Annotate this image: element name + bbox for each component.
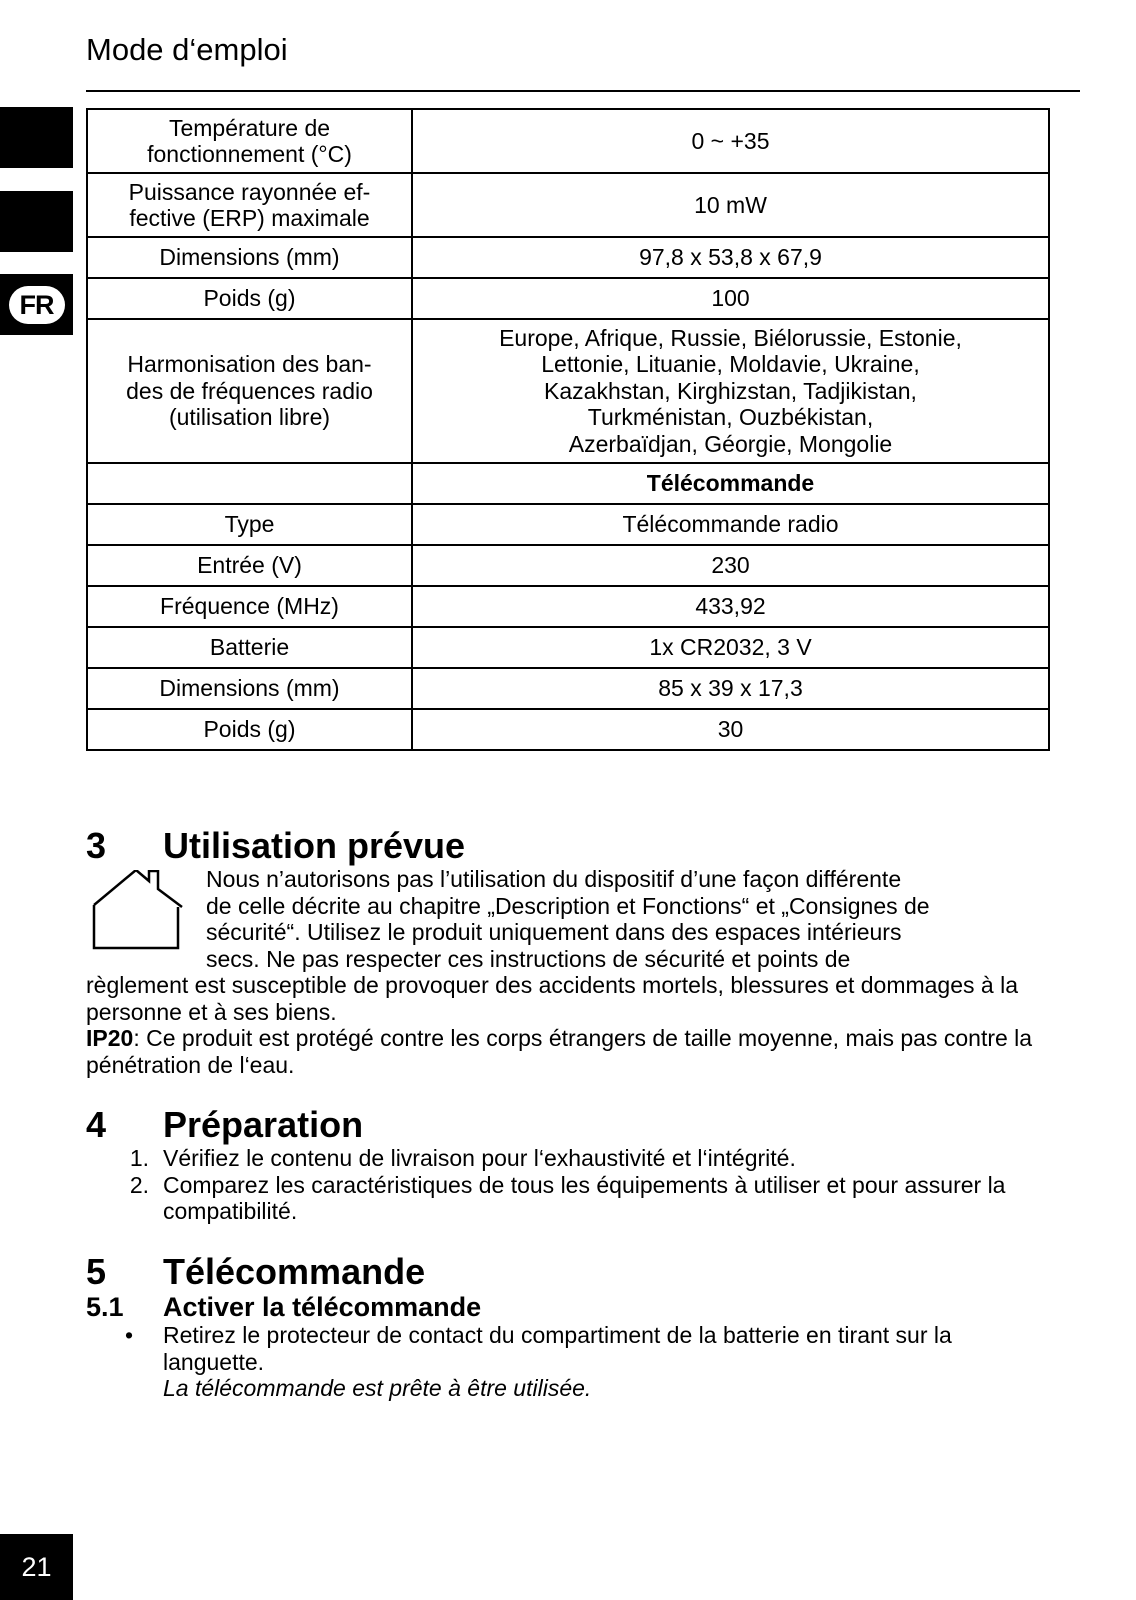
section-utilisation-prevue bbox=[86, 826, 1056, 1078]
spec-value: 97,8 x 53,8 x 67,9 bbox=[412, 237, 1049, 278]
list-item bbox=[86, 1145, 1056, 1172]
spec-value: 230 bbox=[412, 545, 1049, 586]
spec-value: 1x CR2032, 3 V bbox=[412, 627, 1049, 668]
subsection-title: Activer la télécommande bbox=[163, 1292, 482, 1322]
ip-rating-paragraph bbox=[86, 1025, 1056, 1078]
table-row bbox=[87, 463, 1049, 504]
section-number: 4 bbox=[86, 1104, 107, 1145]
section-number: 5 bbox=[86, 1251, 107, 1292]
table-row bbox=[87, 709, 1049, 750]
spec-value: 85 x 39 x 17,3 bbox=[412, 668, 1049, 709]
result-text: La télécommande est prête à être utilisée. bbox=[163, 1375, 592, 1401]
spec-label bbox=[87, 463, 412, 504]
section-number: 3 bbox=[86, 825, 107, 866]
language-tab-fr bbox=[0, 274, 73, 335]
table-row bbox=[87, 278, 1049, 319]
spec-label: Fréquence (MHz) bbox=[87, 586, 412, 627]
table-subheader: Télécommande bbox=[412, 463, 1049, 504]
section-title: Télécommande bbox=[163, 1251, 426, 1292]
table-row bbox=[87, 319, 1049, 463]
list-item bbox=[86, 1172, 1056, 1225]
spec-value: Télécommande radio bbox=[412, 504, 1049, 545]
spec-label: Harmonisation des ban- des de fréquences radio (utilisation libre) bbox=[87, 319, 412, 463]
specifications-table bbox=[86, 108, 1050, 751]
spec-value: Europe, Afrique, Russie, Biélorussie, Estonie, Lettonie, Lituanie, Moldavie, Ukraine, Kazakhstan, Kirghizstan, Tadjikistan, Turkménistan, Ouzbékistan, Azerbaïdjan, Géorgie, Mongolie bbox=[412, 319, 1049, 463]
spec-label: Poids (g) bbox=[87, 278, 412, 319]
table-row bbox=[87, 173, 1049, 237]
section-heading bbox=[86, 1105, 1056, 1145]
spec-label: Puissance rayonnée ef- fective (ERP) maximale bbox=[87, 173, 412, 237]
spec-label: Poids (g) bbox=[87, 709, 412, 750]
paragraph-line: Nous n’autorisons pas l’utilisation du dispositif d’une façon différente bbox=[206, 866, 902, 892]
spec-label: Type bbox=[87, 504, 412, 545]
ip-rating-text: : Ce produit est protégé contre les corps étrangers de taille moyenne, mais pas contre la pénétration de l‘eau. bbox=[86, 1025, 1033, 1078]
step-number: 2. bbox=[129, 1171, 149, 1198]
list-item bbox=[86, 1322, 1056, 1402]
section-telecommande bbox=[86, 1252, 1056, 1402]
table-row bbox=[87, 109, 1049, 173]
paragraph-line: sécurité“. Utilisez le produit uniquement dans des espaces intérieurs bbox=[206, 919, 902, 945]
paragraph: règlement est susceptible de provoquer des accidents mortels, blessures et dommages à la personne et à ses biens. bbox=[86, 972, 1018, 1025]
spec-label: Entrée (V) bbox=[87, 545, 412, 586]
table-row bbox=[87, 237, 1049, 278]
section-preparation bbox=[86, 1105, 1056, 1225]
section-title: Utilisation prévue bbox=[163, 825, 466, 866]
ip-rating-label: IP20 bbox=[86, 1025, 134, 1051]
step-text: Vérifiez le contenu de livraison pour l‘exhaustivité et l‘intégrité. bbox=[163, 1145, 796, 1171]
paragraph-line: secs. Ne pas respecter ces instructions de sécurité et points de bbox=[206, 945, 851, 972]
language-badge: FR bbox=[9, 286, 65, 324]
step-text: Comparez les caractéristiques de tous les équipements à utiliser et pour assurer la compatibilité. bbox=[163, 1171, 1006, 1224]
spec-value: 100 bbox=[412, 278, 1049, 319]
paragraph-line: de celle décrite au chapitre „Description et Fonctions“ et „Consignes de bbox=[206, 892, 930, 919]
house-icon bbox=[86, 870, 190, 950]
table-row bbox=[87, 627, 1049, 668]
page-number: 21 bbox=[0, 1534, 73, 1600]
section-heading bbox=[86, 1252, 1056, 1292]
spec-value: 10 mW bbox=[412, 173, 1049, 237]
instruction-text: Retirez le protecteur de contact du compartiment de la batterie en tirant sur la languette. bbox=[163, 1322, 952, 1375]
step-number: 1. bbox=[129, 1145, 149, 1171]
language-tab-blank-2 bbox=[0, 191, 73, 252]
table-row bbox=[87, 545, 1049, 586]
spec-label: Dimensions (mm) bbox=[87, 237, 412, 278]
spec-label: Batterie bbox=[87, 627, 412, 668]
header-divider bbox=[86, 90, 1080, 92]
spec-label: Dimensions (mm) bbox=[87, 668, 412, 709]
spec-value: 30 bbox=[412, 709, 1049, 750]
steps-list bbox=[86, 1145, 1056, 1225]
table-row bbox=[87, 668, 1049, 709]
page-title: Mode d‘emploi bbox=[86, 32, 288, 67]
section-title: Préparation bbox=[163, 1104, 364, 1145]
table-row bbox=[87, 504, 1049, 545]
section-heading bbox=[86, 826, 1056, 866]
table-row bbox=[87, 586, 1049, 627]
subsection-number: 5.1 bbox=[86, 1292, 124, 1322]
bullet-icon: • bbox=[124, 1322, 133, 1348]
spec-value: 0 ~ +35 bbox=[412, 109, 1049, 173]
subsection-heading bbox=[86, 1292, 1056, 1322]
spec-label: Température de fonctionnement (°C) bbox=[87, 109, 412, 173]
language-tab-blank-1 bbox=[0, 107, 73, 168]
spec-value: 433,92 bbox=[412, 586, 1049, 627]
